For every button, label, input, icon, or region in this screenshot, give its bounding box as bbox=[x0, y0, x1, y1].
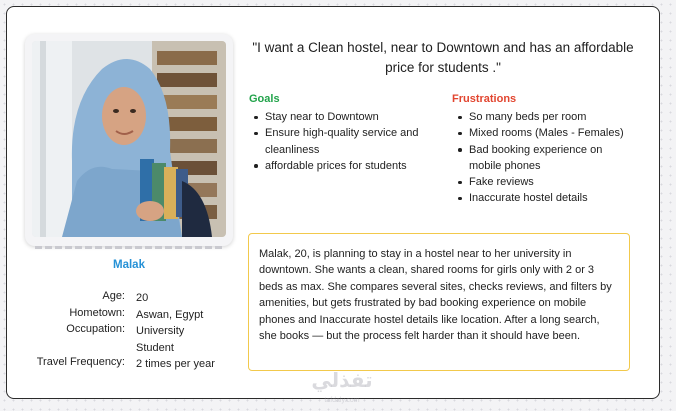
info-label: Occupation: bbox=[66, 323, 125, 335]
info-value: Aswan, Egypt bbox=[136, 308, 204, 321]
info-value: University Student bbox=[136, 325, 185, 354]
info-label: Hometown: bbox=[69, 306, 125, 319]
info-value: 20 bbox=[136, 292, 149, 304]
persona-quote: "I want a Clean hostel, near to Downtown and has an affordable price for students ." bbox=[252, 40, 634, 75]
watermark-url: tafdaly.com bbox=[324, 397, 360, 404]
frustrations-title: Frustrations bbox=[452, 93, 517, 105]
watermark-logo: تفذلي bbox=[311, 370, 373, 392]
scenario-text: Malak, 20, is planning to stay in a hostel near to her university in downtown. She wants a clean, shared rooms for girls only with 2 or 3 beds as max. She compares several sites, checks reviews, and filters by amenities, but gets frustrated by bad booking experience on mobile phones and Inaccurate hostel details like location. After a long search, she books — but the process felt harder than it should have been. bbox=[259, 248, 612, 343]
persona-photo bbox=[32, 41, 226, 237]
photo-frame-dashes bbox=[35, 246, 223, 249]
goals-title: Goals bbox=[249, 93, 280, 105]
frustrations-list bbox=[453, 109, 643, 207]
goal-item: Stay near to Downtown bbox=[249, 109, 439, 125]
persona-name: Malak bbox=[113, 259, 145, 271]
info-value: 2 times per year bbox=[136, 358, 215, 370]
frustration-item: Fake reviews bbox=[453, 174, 643, 190]
persona-card bbox=[6, 6, 660, 404]
goal-item: Ensure high-quality service and cleanliness bbox=[249, 125, 439, 158]
frustration-item: So many beds per room bbox=[453, 109, 643, 125]
goal-item: affordable prices for students bbox=[249, 158, 439, 174]
goals-list bbox=[249, 109, 439, 174]
frustration-item: Bad booking experience on mobile phones bbox=[453, 142, 629, 175]
photo-frame bbox=[25, 34, 233, 246]
frustration-item: Inaccurate hostel details bbox=[453, 190, 643, 206]
info-label: Age: bbox=[102, 290, 125, 302]
scenario-box bbox=[248, 233, 630, 371]
frustration-item: Mixed rooms (Males - Females) bbox=[453, 125, 643, 141]
info-label: Travel Frequency: bbox=[36, 356, 125, 368]
